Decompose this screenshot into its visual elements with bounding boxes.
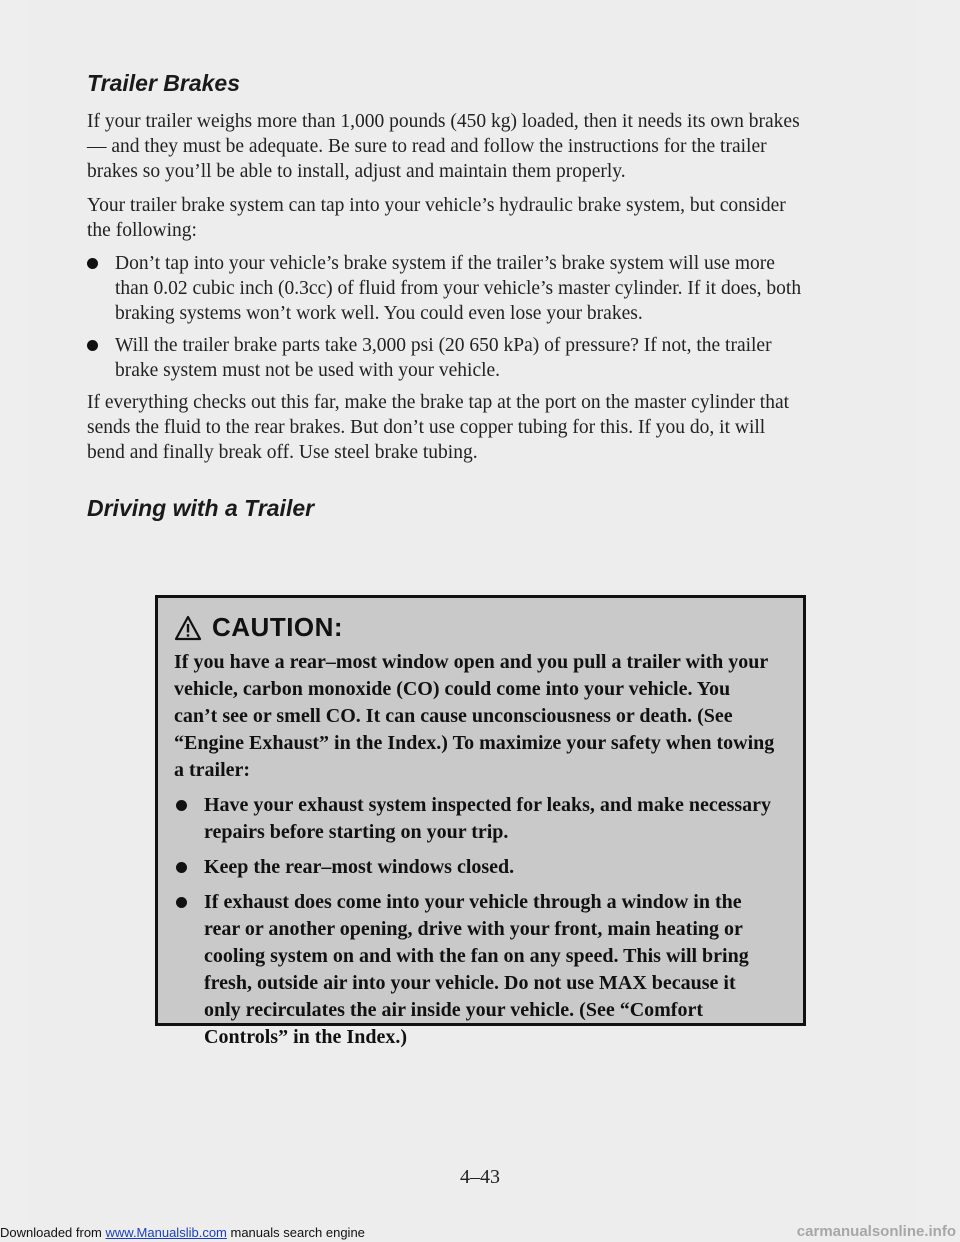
list-item-text: If exhaust does come into your vehicle through a window in the rear or another opening, drive with your front, main heating or cooling system on and with the fan on any speed. This will bring fresh, outside air into your vehicle. Do not use MAX because it only recirculates the air inside your vehicle. (See “Comfort Controls” in the Index.) (204, 891, 749, 1048)
caution-header (174, 612, 775, 643)
manualslib-link[interactable]: www.Manualslib.com (105, 1225, 227, 1240)
page-number: 4–43 (460, 1166, 500, 1188)
list-item (174, 889, 775, 1051)
bullet-icon (176, 800, 187, 811)
caution-intro: If you have a rear–most window open and you pull a trailer with your vehicle, carbon monoxide (CO) could come into your vehicle. You can’t see or smell CO. It can cause unconsciousness or death. (See “Engine Exhaust” in the Index.) To maximize your safety when towing a trailer: (174, 651, 775, 781)
bullet-icon (176, 862, 187, 873)
footer-suffix: manuals search engine (226, 1225, 365, 1240)
bullet-icon (87, 340, 98, 351)
list-item-text: Don’t tap into your vehicle’s brake system if the trailer’s brake system will use more than 0.02 cubic inch (0.3cc) of fluid from your vehicle’s master cylinder. If it does, both braking systems won’t work well. You could even lose your brakes. (115, 253, 802, 324)
list-item (174, 854, 775, 881)
section-heading-trailer-brakes: Trailer Brakes (87, 70, 241, 96)
paragraph-trailer-weight: If your trailer weighs more than 1,000 pounds (450 kg) loaded, then it needs its own brakes — and they must be adequate. Be sure to read and follow the instructions for the trailer brakes so you’ll be able to install, adjust and maintain them properly. (87, 111, 800, 182)
bullet-icon (176, 897, 187, 908)
list-item-text: Will the trailer brake parts take 3,000 psi (20 650 kPa) of pressure? If not, the trailer brake system must not be used with your vehicle. (115, 335, 772, 381)
watermark: carmanualsonline.info (796, 1223, 956, 1240)
considerations-list (87, 251, 807, 383)
download-footer (0, 1225, 365, 1240)
paragraph-brake-tap: If everything checks out this far, make the brake tap at the port on the master cylinder that sends the fluid to the rear brakes. But don’t use copper tubing for this. If you do, it will bend and finally break off. Use steel brake tubing. (87, 392, 790, 463)
caution-box (155, 595, 806, 1048)
paragraph-hydraulic-tap: Your trailer brake system can tap into your vehicle’s hydraulic brake system, but consider the following: (87, 195, 786, 241)
caution-list (174, 792, 775, 1051)
caution-title: CAUTION: (212, 612, 344, 642)
footer-prefix: Downloaded from (0, 1225, 106, 1240)
warning-triangle-icon (174, 615, 202, 641)
list-item (87, 333, 807, 383)
list-item (174, 792, 775, 846)
bullet-icon (87, 258, 98, 269)
list-item-text: Keep the rear–most windows closed. (204, 856, 515, 878)
section-heading-driving-with-trailer: Driving with a Trailer (87, 495, 315, 521)
list-item-text: Have your exhaust system inspected for leaks, and make necessary repairs before starting on your trip. (204, 794, 772, 843)
page-content (87, 70, 807, 522)
list-item (87, 251, 807, 326)
